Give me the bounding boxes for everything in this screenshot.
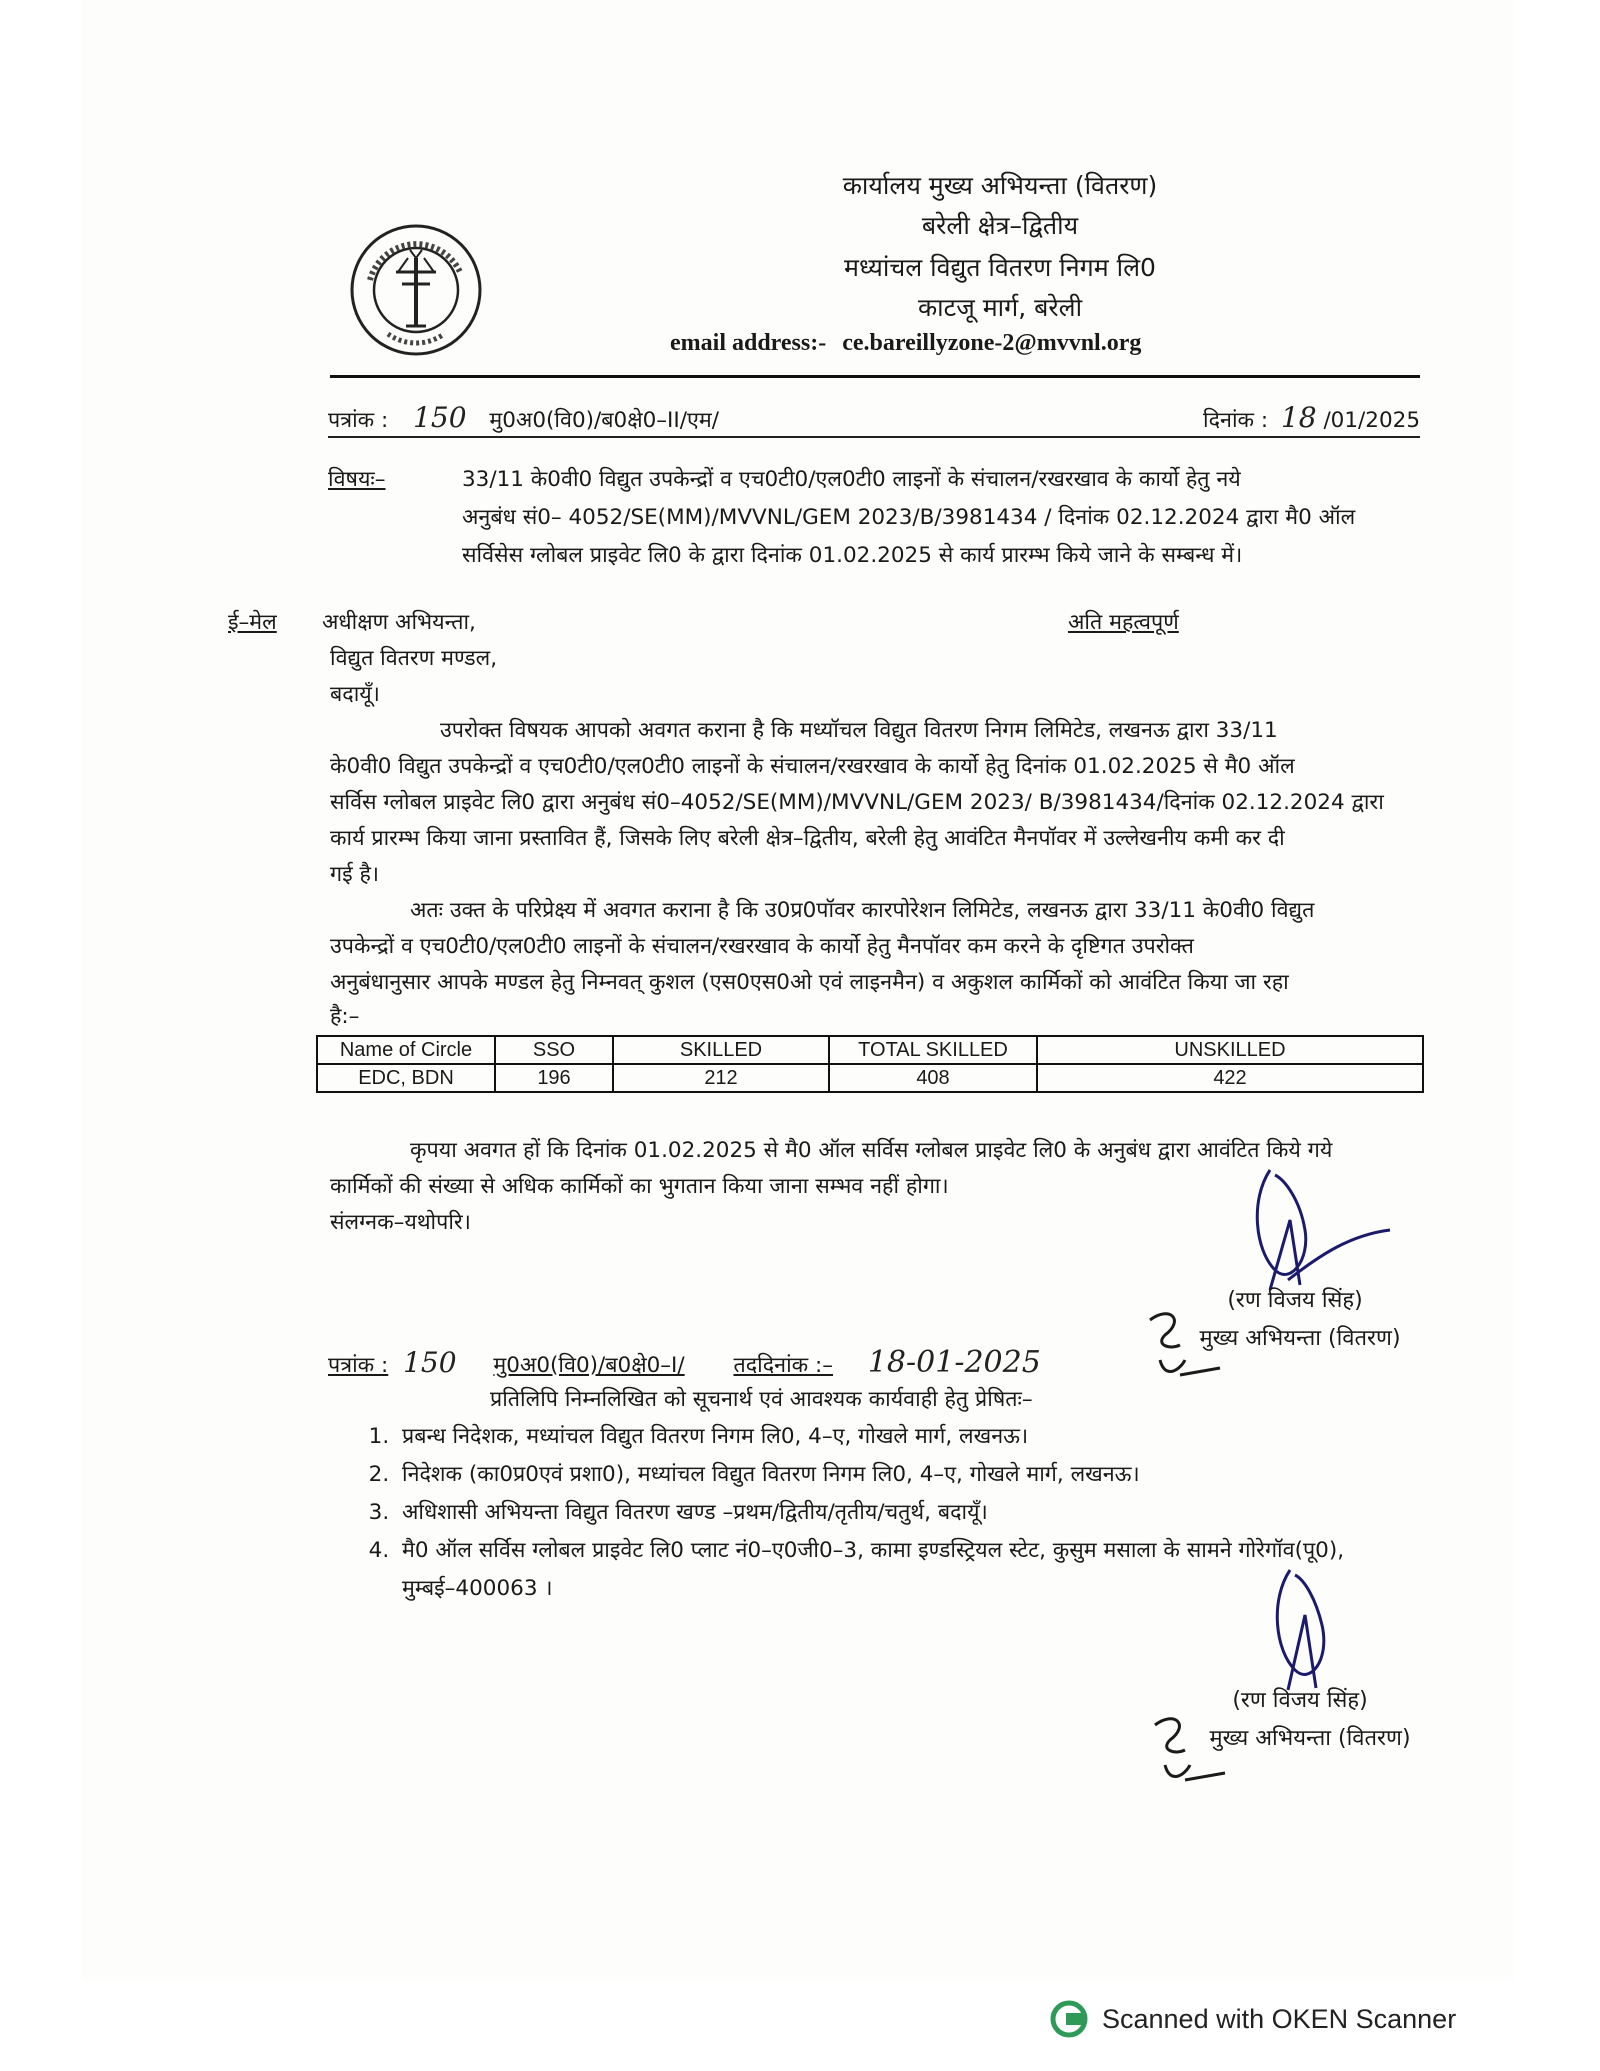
column-header-circle: Name of Circle [317,1036,495,1064]
enclosure-note: संलग्नक–यथोपरि। [330,1210,471,1235]
para2-line-3: अनुबंधानुसार आपके मण्डल हेतु निम्नवत् कुशल (एस0एस0ओ एवं लाइनमैन) व अकुशल कार्मिकों को आवंटित किया जा रहा [330,970,1289,995]
copy-reference-label: पत्रांक : [328,1353,389,1378]
subject-line-2: अनुबंध सं0– 4052/SE(MM)/MVVNL/GEM 2023/B/3981434 / दिनांक 02.12.2024 द्वारा मै0 ऑल [462,505,1356,530]
email-line [670,330,1141,357]
para3-line-1: कृपया अवगत हों कि दिनांक 01.02.2025 से मै0 ऑल सर्विस ग्लोबल प्राइवेट लि0 के अनुबंध द्वारा आवंटित किये गये [410,1138,1333,1163]
signatory-2-designation: मुख्य अभियन्ता (वितरण) [1209,1726,1411,1751]
para3-line-2: कार्मिकों की संख्या से अधिक कार्मिकों का भुगतान किया जाना सम्भव नहीं होगा। [330,1174,949,1199]
copy-reference-number: 150 [403,1346,457,1379]
cell-unskilled: 422 [1037,1064,1423,1092]
column-header-unskilled: UNSKILLED [1037,1036,1423,1064]
signatory-2-name: (रण विजय सिंह) [1232,1688,1368,1713]
corporation-name: मध्यांचल विद्युत वितरण निगम लि0 [844,253,1156,282]
copy-date-label: तददिनांक :– [733,1353,833,1378]
copy-date: 18-01-2025 [867,1345,1041,1380]
date-day: 18 [1280,401,1317,434]
corporation-seal-logo [348,222,484,358]
column-header-total-skilled: TOTAL SKILLED [829,1036,1037,1064]
office-title: कार्यालय मुख्य अभियन्ता (वितरण) [842,171,1158,200]
para2-line-4: है:– [330,1004,360,1029]
email-address[interactable]: ce.bareillyzone-2@mvvnl.org [842,330,1142,356]
date-label: दिनांक : [1203,408,1269,433]
cell-sso: 196 [495,1064,613,1092]
cell-skilled: 212 [613,1064,829,1092]
priority-label: अति महत्वपूर्ण [1068,610,1179,635]
list-item: 3. अधिशासी अभियन्ता विद्युत वितरण खण्ड –प्रथम/द्वितीय/तृतीय/चतुर्थ, बदायूँ। [396,1494,1436,1532]
subject-label: विषयः– [328,467,386,492]
dispatch-mode: ई–मेल [228,610,277,635]
handwritten-initials-2 [1145,1705,1235,1795]
table-row [317,1064,1423,1092]
list-item: 1. प्रबन्ध निदेशक, मध्यांचल विद्युत वितरण निगम लि0, 4–ए, गोखले मार्ग, लखनऊ। [396,1418,1436,1456]
reference-number: 150 [413,401,467,434]
para1-line-1: उपरोक्त विषयक आपको अवगत कराना है कि मध्यॉचल विद्युत वितरण निगम लिमिटेड, लखनऊ द्वारा 33/11 [440,718,1278,743]
signatory-1-name: (रण विजय सिंह) [1227,1288,1363,1313]
para1-line-3: सर्विस ग्लोबल प्राइवेट लि0 द्वारा अनुबंध सं0–4052/SE(MM)/MVVNL/GEM 2023/ B/3981434/दिनांक 02.12.2024 द्वारा [330,790,1384,815]
addressee-line-2: विद्युत वितरण मण्डल, [330,646,498,671]
scanner-logo-icon [1050,2000,1088,2038]
zone-name: बरेली क्षेत्र–द्वितीय [921,211,1079,240]
addressee-line-1: अधीक्षण अभियन्ता, [322,610,476,635]
reference-label: पत्रांक : [328,408,389,433]
date-month-year: /01/2025 [1323,408,1420,433]
reference-date [1203,400,1420,439]
para1-line-5: गई है। [330,862,380,887]
copy-reference-code: मु0अ0(वि0)/ब0क्षे0–I/ [493,1353,685,1378]
subject-line-1: 33/11 के0वी0 विद्युत उपकेन्द्रों व एच0टी0/एल0टी0 लाइनों के संचालन/रखरखाव के कार्यो हेतु नये [462,467,1241,492]
addressee-line-3: बदायूँ। [330,682,380,707]
para2-line-1: अतः उक्त के परिप्रेक्ष्य में अवगत कराना है कि उ0प्र0पॉवर कारपोरेशन लिमिटेड, लखनऊ द्वारा 33/11 के0वी0 विद्युत [410,898,1315,923]
email-label: email address:- [670,330,827,356]
para1-line-2: के0वी0 विद्युत उपकेन्द्रों व एच0टी0/एल0टी0 लाइनों के संचालन/रखरखाव के कार्यो हेतु दिनांक 01.02.2025 से मै0 ऑल [330,754,1295,779]
header-rule [330,375,1420,378]
office-address: काटजू मार्ग, बरेली [917,293,1083,322]
scanner-watermark [1050,2000,1456,2038]
signatory-1-designation: मुख्य अभियन्ता (वितरण) [1199,1326,1401,1351]
handwritten-initials-1 [1140,1300,1230,1390]
subject-line-3: सर्विसेस ग्लोबल प्राइवेट लि0 के द्वारा दिनांक 01.02.2025 से कार्य प्रारम्भ किये जाने के सम्बन्ध में। [462,543,1243,568]
column-header-skilled: SKILLED [613,1036,829,1064]
para2-line-2: उपकेन्द्रों व एच0टी0/एल0टी0 लाइनों के संचालन/रखरखाव के कार्यो हेतु मैनपॉवर कम करने के दृष्टिगत उपरोक्त [330,934,1194,959]
para1-line-4: कार्य प्रारम्भ किया जाना प्रस्तावित हैं, जिसके लिए बरेली क्षेत्र–द्वितीय, बरेली हेतु आवंटित मैनपॉवर में उल्लेखनीय कमी कर दी [330,826,1285,851]
copy-intro: प्रतिलिपि निम्नलिखित को सूचनार्थ एवं आवश्यक कार्यवाही हेतु प्रेषितः– [490,1387,1033,1412]
list-item: 2. निदेशक (का0प्र0एवं प्रशा0), मध्यांचल विद्युत वितरण निगम लि0, 4–ए, गोखले मार्ग, लखनऊ। [396,1456,1436,1494]
copy-reference-line [328,1345,1041,1384]
table-header-row [317,1036,1423,1064]
reference-line [328,400,1420,438]
handwritten-signature-2 [1250,1560,1360,1700]
manpower-allocation-table [316,1035,1424,1093]
cell-total-skilled: 408 [829,1064,1037,1092]
reference-code: मु0अ0(वि0)/ब0क्षे0–II/एम/ [489,408,719,433]
list-item: 4. मै0 ऑल सर्विस ग्लोबल प्राइवेट लि0 प्लाट नं0–ए0जी0–3, कामा इण्डस्ट्रियल स्टेट, कुसुम मसाला के सामने गोरेगॉव(पू0), मुम्बई–400063 । [396,1532,1362,1608]
scanner-text: Scanned with OKEN Scanner [1102,2003,1457,2034]
cell-circle: EDC, BDN [317,1064,495,1092]
column-header-sso: SSO [495,1036,613,1064]
